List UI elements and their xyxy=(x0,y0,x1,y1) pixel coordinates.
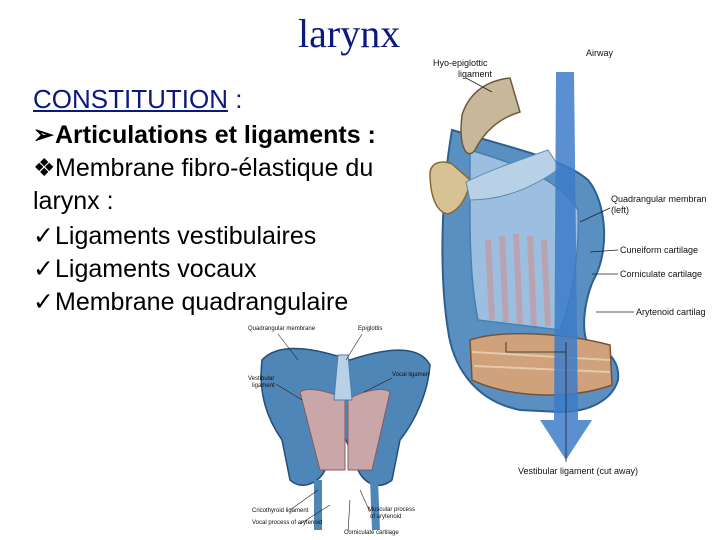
check-text: Membrane quadrangulaire xyxy=(55,288,349,316)
vestibular-ligament-shape xyxy=(470,334,612,395)
label-quadrangular-membrane: Quadrangular membrane xyxy=(248,326,316,332)
label-hyo-epiglottic-1: Hyo-epiglottic xyxy=(433,58,488,68)
label-muscular-2: of arytenoid xyxy=(370,514,402,520)
label-corniculate: Corniculate cartilage xyxy=(620,269,703,279)
label-vestibular-1: Vestibular xyxy=(248,376,275,382)
diamond-bullet-icon: ❖ xyxy=(33,154,56,182)
label-airway: Airway xyxy=(586,48,614,58)
check-icon: ✓ xyxy=(33,255,54,283)
heading-suffix: : xyxy=(228,84,243,114)
label-hyo-epiglottic-2: ligament xyxy=(458,69,493,79)
bullet-text: Membrane fibro-élastique du xyxy=(55,154,374,182)
label-quadrangular-1: Quadrangular membran xyxy=(611,194,707,204)
label-corniculate-small: Corniculate cartilage xyxy=(344,530,399,536)
check-text: Ligaments vocaux xyxy=(55,255,257,283)
superior-view-figure xyxy=(261,334,430,532)
check-text: Ligaments vestibulaires xyxy=(55,222,317,250)
bullet-text: larynx : xyxy=(33,187,114,215)
bullet-text: Articulations et ligaments : xyxy=(55,121,376,149)
label-arytenoid: Arytenoid cartilag xyxy=(636,307,706,317)
label-quadrangular-2: (left) xyxy=(611,205,629,215)
heading-text: CONSTITUTION xyxy=(33,84,228,114)
label-cricothyroid: Cricothyroid ligament xyxy=(252,508,309,514)
label-vestibular-2: ligament xyxy=(252,383,275,389)
label-vocal-process: Vocal process of arytenoid xyxy=(252,520,323,526)
check-icon: ✓ xyxy=(33,288,54,316)
label-cuneiform: Cuneiform cartilage xyxy=(620,245,699,255)
check-icon: ✓ xyxy=(33,222,54,250)
page-title: larynx xyxy=(298,11,401,56)
label-vestibular-cut: Vestibular ligament (cut away) xyxy=(518,466,639,476)
label-vocal-ligament: Vocal ligamen xyxy=(392,372,430,378)
label-muscular-1: Muscular process xyxy=(368,507,416,513)
label-epiglottis: Epiglottis xyxy=(358,326,383,332)
arrow-bullet-icon: ➢ xyxy=(33,121,54,149)
